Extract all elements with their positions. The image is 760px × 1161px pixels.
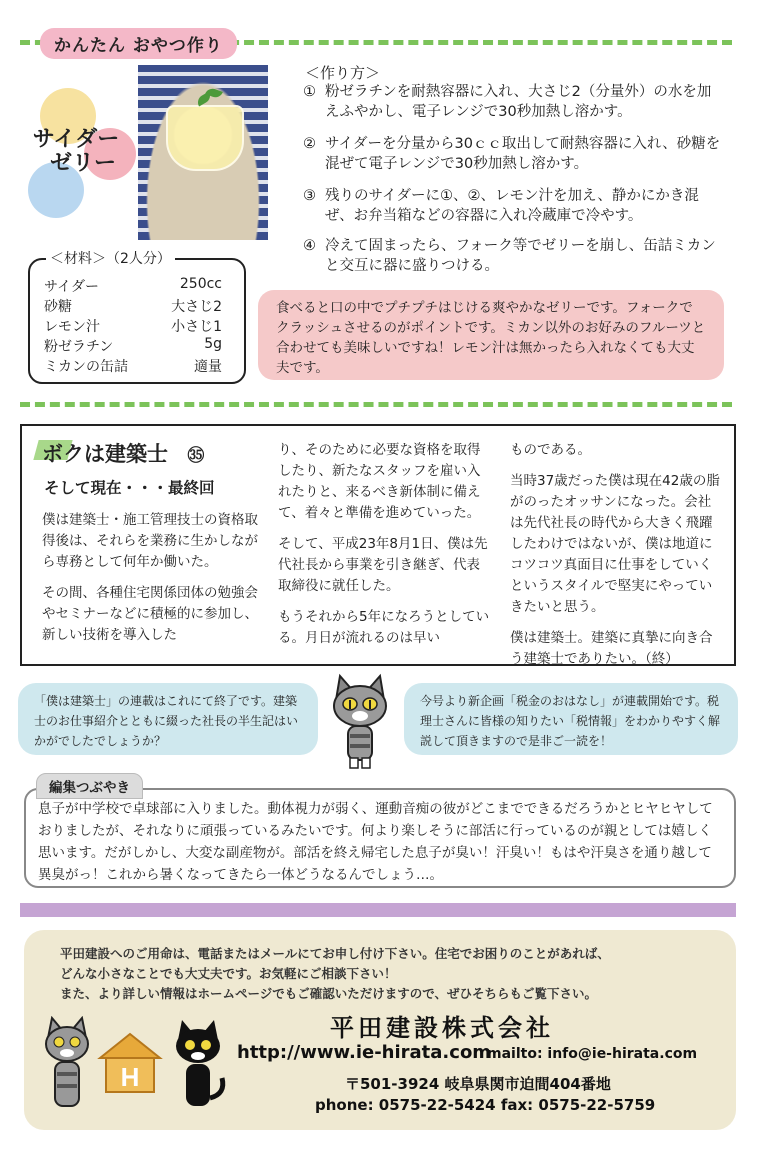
editor-note-box: 息子が中学校で卓球部に入りました。動体視力が弱く、運動音痴の彼がどこまでできるだろうかとヒヤヒヤしておりましたが、それなりに頑張っているみたいです。何より楽しそうに部活に行っているのが親としては嬉しく思います。だがしかし、大変な副産物が。部活を終え帰宅した息子が臭い！汗臭い！もはや汗臭さを通り越して異臭がっ！これから暑くなってきたら一体どうなるんでしょう…。 [24,788,736,888]
middle-dashed-divider [20,402,732,407]
story-number: ㉟ [187,446,205,466]
company-mail-link[interactable]: mailto: info@ie-hirata.com [487,1046,698,1062]
material-row: ミカンの缶詰 適量 [44,359,222,375]
story-paragraph: 僕は建築士・施工管理技士の資格取得後は、それらを業務に生かしながら専務として何年か働いた。 [42,512,258,570]
company-name: 平田建設株式会社 [330,1014,554,1042]
company-address: 〒501-3924 岐阜県関市迫間404番地 [345,1075,611,1093]
material-row: 砂糖 大さじ2 [44,299,222,315]
tabby-cat-icon [40,1016,94,1116]
recipe-step: ④ 冷えて固まったら、フォーク等でゼリーを崩し、缶詰ミカンと交互に器に盛りつける。 [303,238,716,274]
story-paragraph: そして、平成23年8月1日、僕は先代社長から事業を引き継ぎ、代表取締役に就任した。 [278,536,488,594]
footer-line-3: また、より詳しい情報はホームページでもご確認いただけますので、ぜひそちらもご覧下さい。 [60,986,598,1001]
story-column-3 [510,440,724,680]
left-speech-bubble: 「僕は建築士」の連載はこれにて終了です。建築士のお仕事紹介とともに綴った社長の半生記はいかがでしたでしょうか？ [18,683,318,755]
cider-jelly-photo [138,65,268,240]
material-row: レモン汁 小さじ1 [44,319,222,335]
house-logo-icon [96,1030,164,1096]
material-row: 粉ゼラチン 5g [44,336,222,355]
company-url-link[interactable]: http://www.ie-hirata.com [237,1042,492,1063]
recipe-step: ③ 残りのサイダーに①、②、レモン汁を加え、静かにかき混ぜ、お弁当箱などの容器に入れ冷蔵庫で冷やす。 [303,188,699,224]
cat-mascot-icon [320,672,400,770]
story-title [42,438,204,468]
recipe-name [26,128,126,176]
recipe-section-title: かんたん おやつ作り [40,28,237,59]
story-paragraph: その間、各種住宅関係団体の勉強会やセミナーなどに積極的に参加し、新しい技術を導入した [42,585,258,643]
material-row: サイダー 250cc [44,276,222,295]
story-column-1 [42,510,264,656]
recipe-name-line2: ゼリー [49,151,116,177]
footer-line-1: 平田建設へのご用命は、電話またはメールにてお申し付け下さい。住宅でお困りのことがあれば、 [60,946,610,961]
story-box [20,424,736,666]
jelly-glass-shape [166,105,244,171]
story-paragraph: ものである。 [510,442,591,458]
steps-heading: ＜作り方＞ [305,64,381,82]
recipe-step: ① 粉ゼラチンを耐熱容器に入れ、大さじ2（分量外）の水を加えふやかし、電子レンジで30秒加熱し溶かす。 [303,84,712,120]
black-cat-icon [168,1018,228,1114]
company-phone: phone: 0575-22-5424 fax: 0575-22-5759 [315,1096,656,1114]
story-paragraph: もうそれから5年になろうとしている。月日が流れるのは早い [278,609,490,646]
story-column-2 [278,440,490,659]
story-subtitle: そして現在・・・最終回 [44,479,215,497]
recipe-step: ② サイダーを分量から30ｃｃ取出して耐熱容器に入れ、砂糖を混ぜて電子レンジで30秒加熱し溶かす。 [303,136,721,172]
svg-text:H: H [120,1062,140,1092]
story-paragraph: 僕は建築士。建築に真摯に向き合う建築士でありたい。（終） [510,630,713,667]
story-paragraph: 当時37歳だった僕は現在42歳の脂がのったオッサンになった。会社は先代社長の時代から大きく飛躍したわけではないが、僕は地道にコツコツ真面目に仕事をしていくというスタイルで堅実にやっていきたいと思う。 [510,473,720,615]
materials-heading: ＜材料＞（2人分） [46,248,175,268]
footer-line-2: どんな小さなことでも大丈夫です。お気軽にご相談下さい！ [60,966,397,981]
right-speech-bubble: 今号より新企画「税金のおはなし」が連載開始です。税理士さんに皆様の知りたい「税情報」をわかりやすく解説して頂きますので是非ご一読を！ [404,683,738,755]
purple-divider [20,903,736,917]
recipe-name-line1: サイダー [32,127,120,152]
story-title-text: ボクは建築士 [42,442,168,466]
editor-note-tag: 編集つぶやき [36,773,143,799]
recipe-note: 食べると口の中でプチプチはじける爽やかなゼリーです。フォークでクラッシュさせるのがポイントです。ミカン以外のお好みのフルーツと合わせても美味しいですね！レモン汁は無かったら入れなくても大丈夫です。 [258,290,724,380]
story-paragraph: り、そのために必要な資格を取得したり、新たなスタッフを雇い入れたりと、来るべき新体制に備えて、着々と準備を進めていった。 [278,442,481,521]
